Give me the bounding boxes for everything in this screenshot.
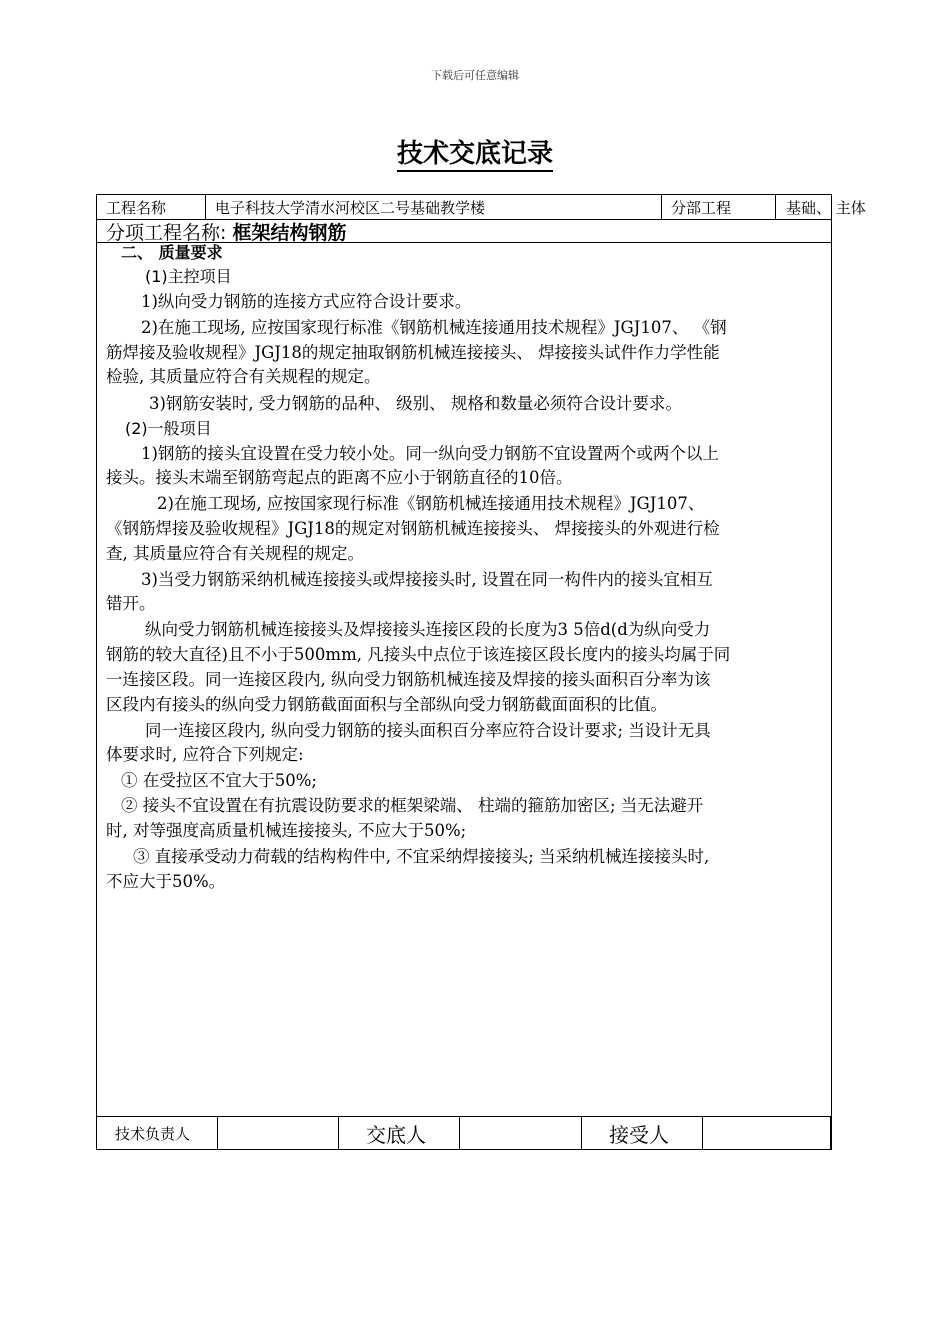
content-line: 区段内有接头的纵向受力钢筋截面面积与全部纵向受力钢筋截面面积的比值。 <box>106 695 667 714</box>
sub-project-value: 框架结构钢筋 <box>232 222 347 244</box>
content-line: ① 在受拉区不宜大于50%; <box>121 771 317 790</box>
tech-lead-label: 技术负责人 <box>97 1117 218 1149</box>
signature-row <box>97 1117 831 1149</box>
content-line: ③ 直接承受动力荷载的结构构件中, 不宜采纳焊接接头; 当采纳机械连接接头时, <box>133 847 710 866</box>
content-line: 时, 对等强度高质量机械连接接头, 不应大于50%; <box>106 821 467 840</box>
main-items-heading: (1)主控项目 <box>145 267 232 286</box>
content-line: 错开。 <box>106 594 156 613</box>
content-line: 1)纵向受力钢筋的连接方式应符合设计要求。 <box>141 292 472 311</box>
content-line: 纵向受力钢筋机械连接接头及焊接接头连接区段的长度为3 5倍d(d为纵向受力 <box>145 620 711 639</box>
content-line: 1)钢筋的接头宜设置在受力较小处。同一纵向受力钢筋不宜设置两个或两个以上 <box>141 444 719 463</box>
content-area <box>97 243 831 1117</box>
project-info-row <box>97 195 866 220</box>
project-name-value: 电子科技大学清水河校区二号基础教学楼 <box>206 195 662 219</box>
content-line: 3)钢筋安装时, 受力钢筋的品种、 级别、 规格和数量必须符合设计要求。 <box>149 394 682 413</box>
content-line: 钢筋的较大直径)且不小于500mm, 凡接头中点位于该连接区段长度内的接头均属于同 <box>106 645 731 664</box>
content-line: 筋焊接及验收规程》JGJ18的规定抽取钢筋机械连接接头、 焊接接头试件作力学性能 <box>106 343 720 362</box>
record-table <box>96 194 866 1150</box>
content-line: 体要求时, 应符合下列规定: <box>106 745 304 764</box>
content-line: 同一连接区段内, 纵向受力钢筋的接头面积百分率应符合设计要求; 当设计无具 <box>145 721 711 740</box>
content-line: 一连接区段。同一连接区段内, 纵向受力钢筋机械连接及焊接的接头面积百分率为该 <box>106 670 711 689</box>
presenter-signature-field[interactable] <box>460 1117 582 1149</box>
content-line: 查, 其质量应符合有关规程的规定。 <box>106 544 364 563</box>
sub-project-row <box>97 220 831 243</box>
division-value <box>776 195 866 219</box>
content-line: 2)在施工现场, 应按国家现行标准《钢筋机械连接通用技术规程》JGJ107、 《钢 <box>141 318 727 337</box>
content-line: 接头。接头末端至钢筋弯起点的距离不应小于钢筋直径的10倍。 <box>106 468 573 487</box>
section-heading: 二、 质量要求 <box>121 243 223 262</box>
content-line: 《钢筋焊接及验收规程》JGJ18的规定对钢筋机械连接接头、 焊接接头的外观进行检 <box>106 519 720 538</box>
page-title <box>0 133 950 170</box>
content-line: 2)在施工现场, 应按国家现行标准《钢筋机械连接通用技术规程》JGJ107、 <box>157 494 705 513</box>
division-label: 分部工程 <box>662 195 776 219</box>
page-title-text: 技术交底记录 <box>397 139 553 172</box>
tech-lead-signature-field[interactable] <box>218 1117 339 1149</box>
general-items-heading: (2)一般项目 <box>125 419 212 438</box>
presenter-label: 交底人 <box>339 1117 460 1149</box>
receiver-label: 接受人 <box>582 1117 703 1149</box>
header-note: 下载后可任意编辑 <box>431 69 519 82</box>
content-line: 3)当受力钢筋采纳机械连接接头或焊接接头时, 设置在同一构件内的接头宜相互 <box>141 570 713 589</box>
content-line: 检验, 其质量应符合有关规程的规定。 <box>106 367 381 386</box>
project-name-label: 工程名称 <box>97 195 206 219</box>
division-value-text: 基础、 主体 <box>786 198 866 217</box>
content-line: 不应大于50%。 <box>106 872 226 891</box>
receiver-signature-field[interactable] <box>703 1117 831 1149</box>
sub-project-label: 分项工程名称: <box>106 222 227 244</box>
content-line: ② 接头不宜设置在有抗震设防要求的框架梁端、 柱端的箍筋加密区; 当无法避开 <box>121 796 704 815</box>
